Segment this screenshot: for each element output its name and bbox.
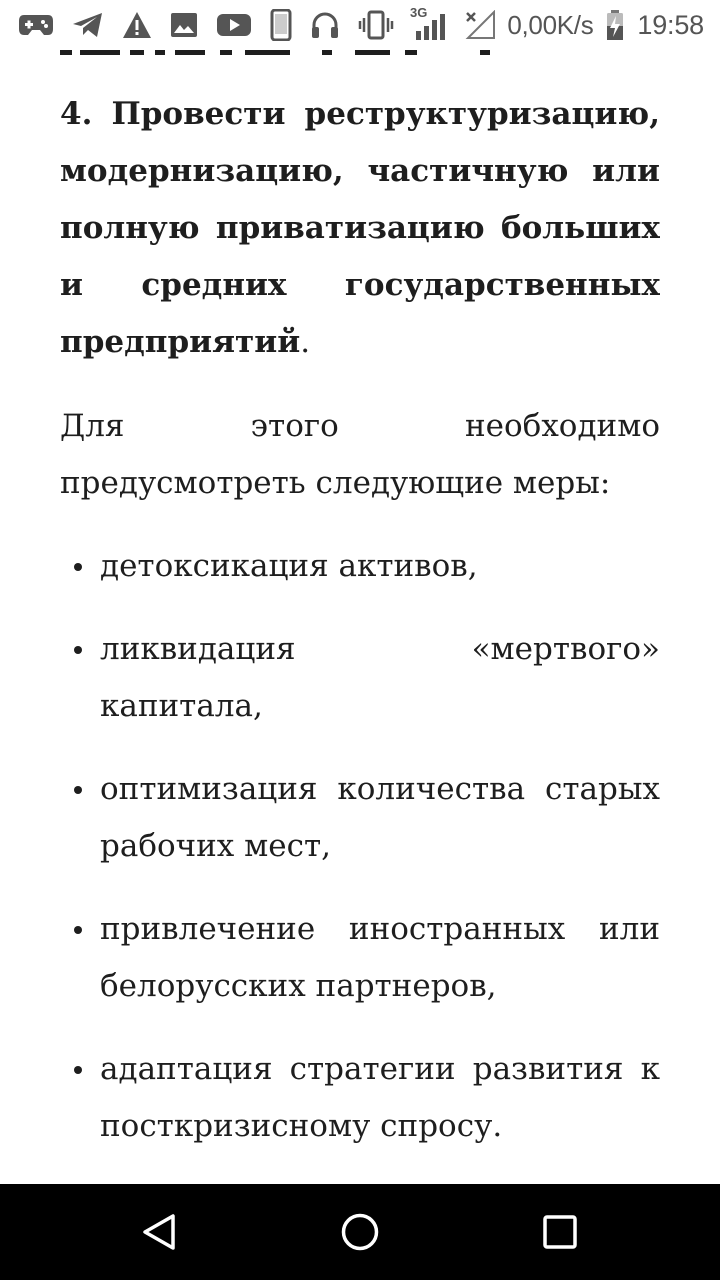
recents-button[interactable] bbox=[510, 1184, 610, 1280]
list-item-text: оптимизация количества старых рабочих мест, bbox=[100, 771, 660, 864]
list-item-text: детоксикация активов, bbox=[100, 548, 478, 584]
recents-icon bbox=[540, 1212, 580, 1252]
game-controller-icon bbox=[18, 12, 54, 38]
bullet bbox=[74, 926, 82, 934]
list-item-text: адаптация стратегии развития к посткризисному спросу. bbox=[100, 1051, 660, 1144]
intro-paragraph: Для этого необходимо предусмотреть следующие меры: bbox=[60, 408, 660, 501]
list-item bbox=[60, 538, 660, 595]
bullet bbox=[74, 646, 82, 654]
status-bar bbox=[0, 0, 720, 50]
signal-icon bbox=[410, 5, 446, 41]
notification-icons bbox=[18, 5, 496, 41]
navigation-bar bbox=[0, 1184, 720, 1280]
measures-list bbox=[60, 538, 660, 1181]
home-icon bbox=[340, 1212, 380, 1252]
list-item-text: ликвидация «мертвого» капитала, bbox=[100, 631, 660, 724]
telegram-icon bbox=[72, 11, 104, 39]
back-icon bbox=[140, 1212, 180, 1252]
vibrate-icon bbox=[358, 10, 394, 40]
article-content bbox=[60, 0, 660, 1184]
network-speed: 0,00K/s bbox=[507, 9, 594, 40]
section-heading-period: . bbox=[300, 324, 311, 360]
no-signal-icon bbox=[464, 10, 496, 40]
warning-icon bbox=[122, 11, 152, 39]
network-type: 3G bbox=[410, 5, 428, 20]
list-item bbox=[60, 761, 660, 875]
bullet bbox=[74, 563, 82, 571]
back-button[interactable] bbox=[110, 1184, 210, 1280]
headphones-icon bbox=[310, 10, 340, 40]
image-icon bbox=[170, 11, 198, 39]
list-item bbox=[60, 621, 660, 735]
phone-icon bbox=[270, 9, 292, 41]
section-heading-text: 4. Провести реструктуризацию, модернизацию, частичную или полную приватизацию больших и средних государственных предприятий bbox=[60, 96, 660, 360]
list-item bbox=[60, 901, 660, 1015]
youtube-icon bbox=[216, 12, 252, 38]
bullet bbox=[74, 1066, 82, 1074]
home-button[interactable] bbox=[310, 1184, 410, 1280]
clock: 19:58 bbox=[637, 9, 704, 40]
section-heading bbox=[60, 86, 660, 371]
battery-charging-icon bbox=[605, 9, 625, 41]
list-item-text: привлечение иностранных или белорусских партнеров, bbox=[100, 911, 660, 1004]
list-item bbox=[60, 1041, 660, 1155]
bullet bbox=[74, 786, 82, 794]
